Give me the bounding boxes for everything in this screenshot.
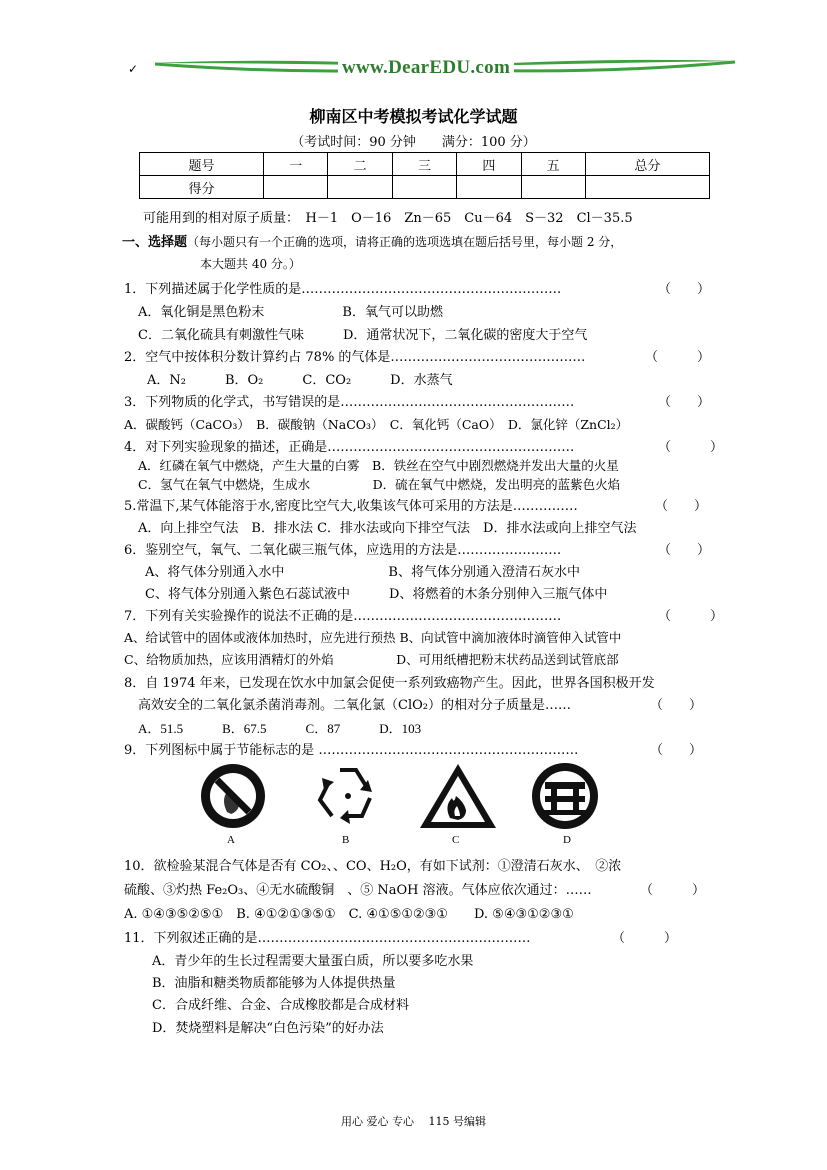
question-5-options: A．向上排空气法 B．排水法 C．排水法或向下排空气法 D．排水法或向上排空气法 <box>138 521 637 536</box>
atomic-masses: 可能用到的相对原子质量： H－1 O－16 Zn－65 Cu－64 S－32 Cl－35.5 <box>143 211 633 226</box>
header-url: www.DearEDU.com <box>338 57 514 79</box>
symbol-label-d: D <box>563 834 571 846</box>
question-4-stem: 4．对下列实验现象的描述，正确是………………………………………………… <box>124 440 575 455</box>
question-10-answer-slot[interactable]: （ ） <box>640 883 706 898</box>
question-3-stem: 3．下列物质的化学式，书写错误的是……………………………………………… <box>124 395 575 410</box>
section-note-2: 本大题共 40 分。） <box>200 257 301 271</box>
question-11-option-c: C．合成纤维、合金、合成橡胶都是合成材料 <box>152 998 409 1013</box>
section-heading: 一、选择题 <box>122 235 188 250</box>
page-footer: 用心 爱心 专心 115 号编辑 <box>341 1115 486 1128</box>
question-6-options-2: C、将气体分别通入紫色石蕊试液中 D、将燃着的木条分别伸入三瓶气体中 <box>145 587 608 602</box>
question-2-answer-slot[interactable]: （ ） <box>645 350 711 365</box>
question-5-answer-slot[interactable]: （ ） <box>655 499 708 514</box>
no-fire-symbol[interactable] <box>197 760 269 832</box>
score-input-cell[interactable] <box>521 176 585 199</box>
question-8-options: A．51.5 B．67.5 C．87 D．103 <box>138 721 422 736</box>
question-1-answer-slot[interactable]: （ ） <box>658 282 711 297</box>
question-2-options: A．N₂ B．O₂ C．CO₂ D．水蒸气 <box>147 373 453 388</box>
symbol-label-a: A <box>227 834 235 846</box>
question-9-stem: 9．下列图标中属于节能标志的是 …………………………………………………… <box>124 743 579 758</box>
score-input-cell[interactable] <box>392 176 456 199</box>
score-table <box>139 152 710 199</box>
question-8-stem: 8．自 1974 年来，已发现在饮水中加氯会促使一系列致癌物产生。因此，世界各国积极开发 <box>124 676 655 691</box>
question-6-options-1: A、将气体分别通入水中 B、将气体分别通入澄清石灰水中 <box>145 565 580 580</box>
score-table-header-row <box>140 153 710 176</box>
question-7-answer-slot[interactable]: （ ） <box>658 609 724 624</box>
question-8-answer-slot[interactable]: （ ） <box>650 698 703 713</box>
question-11-option-a: A．青少年的生长过程需要大量蛋白质，所以要多吃水果 <box>152 954 474 969</box>
score-input-cell[interactable] <box>585 176 709 199</box>
question-2-stem: 2．空气中按体积分数计算约占 78% 的气体是……………………………………… <box>124 350 586 365</box>
score-table-cell: 题号 <box>140 153 264 176</box>
question-7-options-2: C、给物质加热，应该用酒精灯的外焰 D、可用纸槽把粉末状药品送到试管底部 <box>124 652 619 667</box>
score-table-cell: 二 <box>328 153 392 176</box>
question-10-stem: 10．欲检验某混合气体是否有 CO₂、、CO、H₂O，有如下试剂：①澄清石灰水、 ②浓 <box>124 859 622 874</box>
question-11-stem: 11．下列叙述正确的是……………………………………………………… <box>124 931 531 946</box>
score-table-cell: 一 <box>264 153 328 176</box>
question-1-options-1: A．氧化铜是黑色粉末 B．氧气可以助燃 <box>138 305 443 320</box>
question-6-answer-slot[interactable]: （ ） <box>658 543 711 558</box>
section-note: （每小题只有一个正确的选项，请将正确的选项选填在题后括号里，每小题 2 分， <box>187 235 623 249</box>
score-input-cell[interactable] <box>457 176 521 199</box>
question-1-stem: 1．下列描述属于化学性质的是…………………………………………………… <box>124 282 562 297</box>
page-title: 柳南区中考模拟考试化学试题 <box>309 107 518 126</box>
recycle-symbol[interactable] <box>310 760 386 832</box>
score-input-cell[interactable] <box>264 176 328 199</box>
question-11-option-b: B．油脂和糖类物质都能够为人体提供热量 <box>152 976 396 991</box>
flammable-warning-symbol[interactable] <box>416 760 500 832</box>
score-table-cell: 五 <box>521 153 585 176</box>
score-input-cell[interactable] <box>328 176 392 199</box>
question-6-stem: 6．鉴别空气，氧气、二氧化碳三瓶气体，应选用的方法是…………………… <box>124 543 562 558</box>
question-11-answer-slot[interactable]: （ ） <box>612 931 678 946</box>
question-9-answer-slot[interactable]: （ ） <box>650 743 703 758</box>
symbol-label-c: C <box>452 834 460 846</box>
score-table-cell: 三 <box>392 153 456 176</box>
question-4-options-1: A．红磷在氧气中燃烧，产生大量的白雾 B．铁丝在空气中剧烈燃烧并发出大量的火星 <box>138 458 619 473</box>
score-table-cell: 总分 <box>585 153 709 176</box>
symbol-label-b: B <box>342 834 350 846</box>
question-4-answer-slot[interactable]: （ ） <box>658 440 724 455</box>
question-11-option-d: D．焚烧塑料是解决“白色污染”的好办法 <box>152 1021 384 1036</box>
score-table-cell: 得分 <box>140 176 264 199</box>
energy-saving-symbol[interactable] <box>527 760 603 832</box>
question-3-options: A．碳酸钙（CaCO₃） B．碳酸钠（NaCO₃） C．氧化钙（CaO） D．氯化锌（ZnCl₂） <box>124 417 629 432</box>
question-10-options: A. ①④③⑤②⑤① B. ④①②①③⑤① C. ④①⑤①②③① D. ⑤④③①②③① <box>124 907 574 922</box>
exam-info: （考试时间：90 分钟 满分：100 分） <box>291 135 536 150</box>
question-8-stem-2: 高效安全的二氧化氯杀菌消毒剂。二氧化氯（ClO₂）的相对分子质量是…… <box>138 698 571 713</box>
question-1-options-2: C．二氧化硫具有刺激性气味 D．通常状况下，二氧化碳的密度大于空气 <box>138 328 588 343</box>
question-5-stem: 5.常温下,某气体能溶于水,密度比空气大,收集该气体可采用的方法是…………… <box>124 499 578 514</box>
question-7-options-1: A、给试管中的固体或液体加热时，应先进行预热 B、向试管中滴加液体时滴管伸入试管中 <box>124 630 622 645</box>
question-4-options-2: C．氢气在氧气中燃烧，生成水 D．硫在氧气中燃烧，发出明亮的蓝紫色火焰 <box>138 477 621 492</box>
question-7-stem: 7．下列有关实验操作的说法不正确的是………………………………………… <box>124 609 562 624</box>
check-mark: ✓ <box>128 62 139 76</box>
score-table-cell: 四 <box>457 153 521 176</box>
section-heading-block <box>122 231 622 250</box>
question-10-stem-2: 硫酸、③灼热 Fe₂O₃、④无水硫酸铜 、⑤ NaOH 溶液。气体应依次通过：…… <box>124 883 592 898</box>
score-table-score-row <box>140 176 710 199</box>
question-3-answer-slot[interactable]: （ ） <box>658 395 711 410</box>
